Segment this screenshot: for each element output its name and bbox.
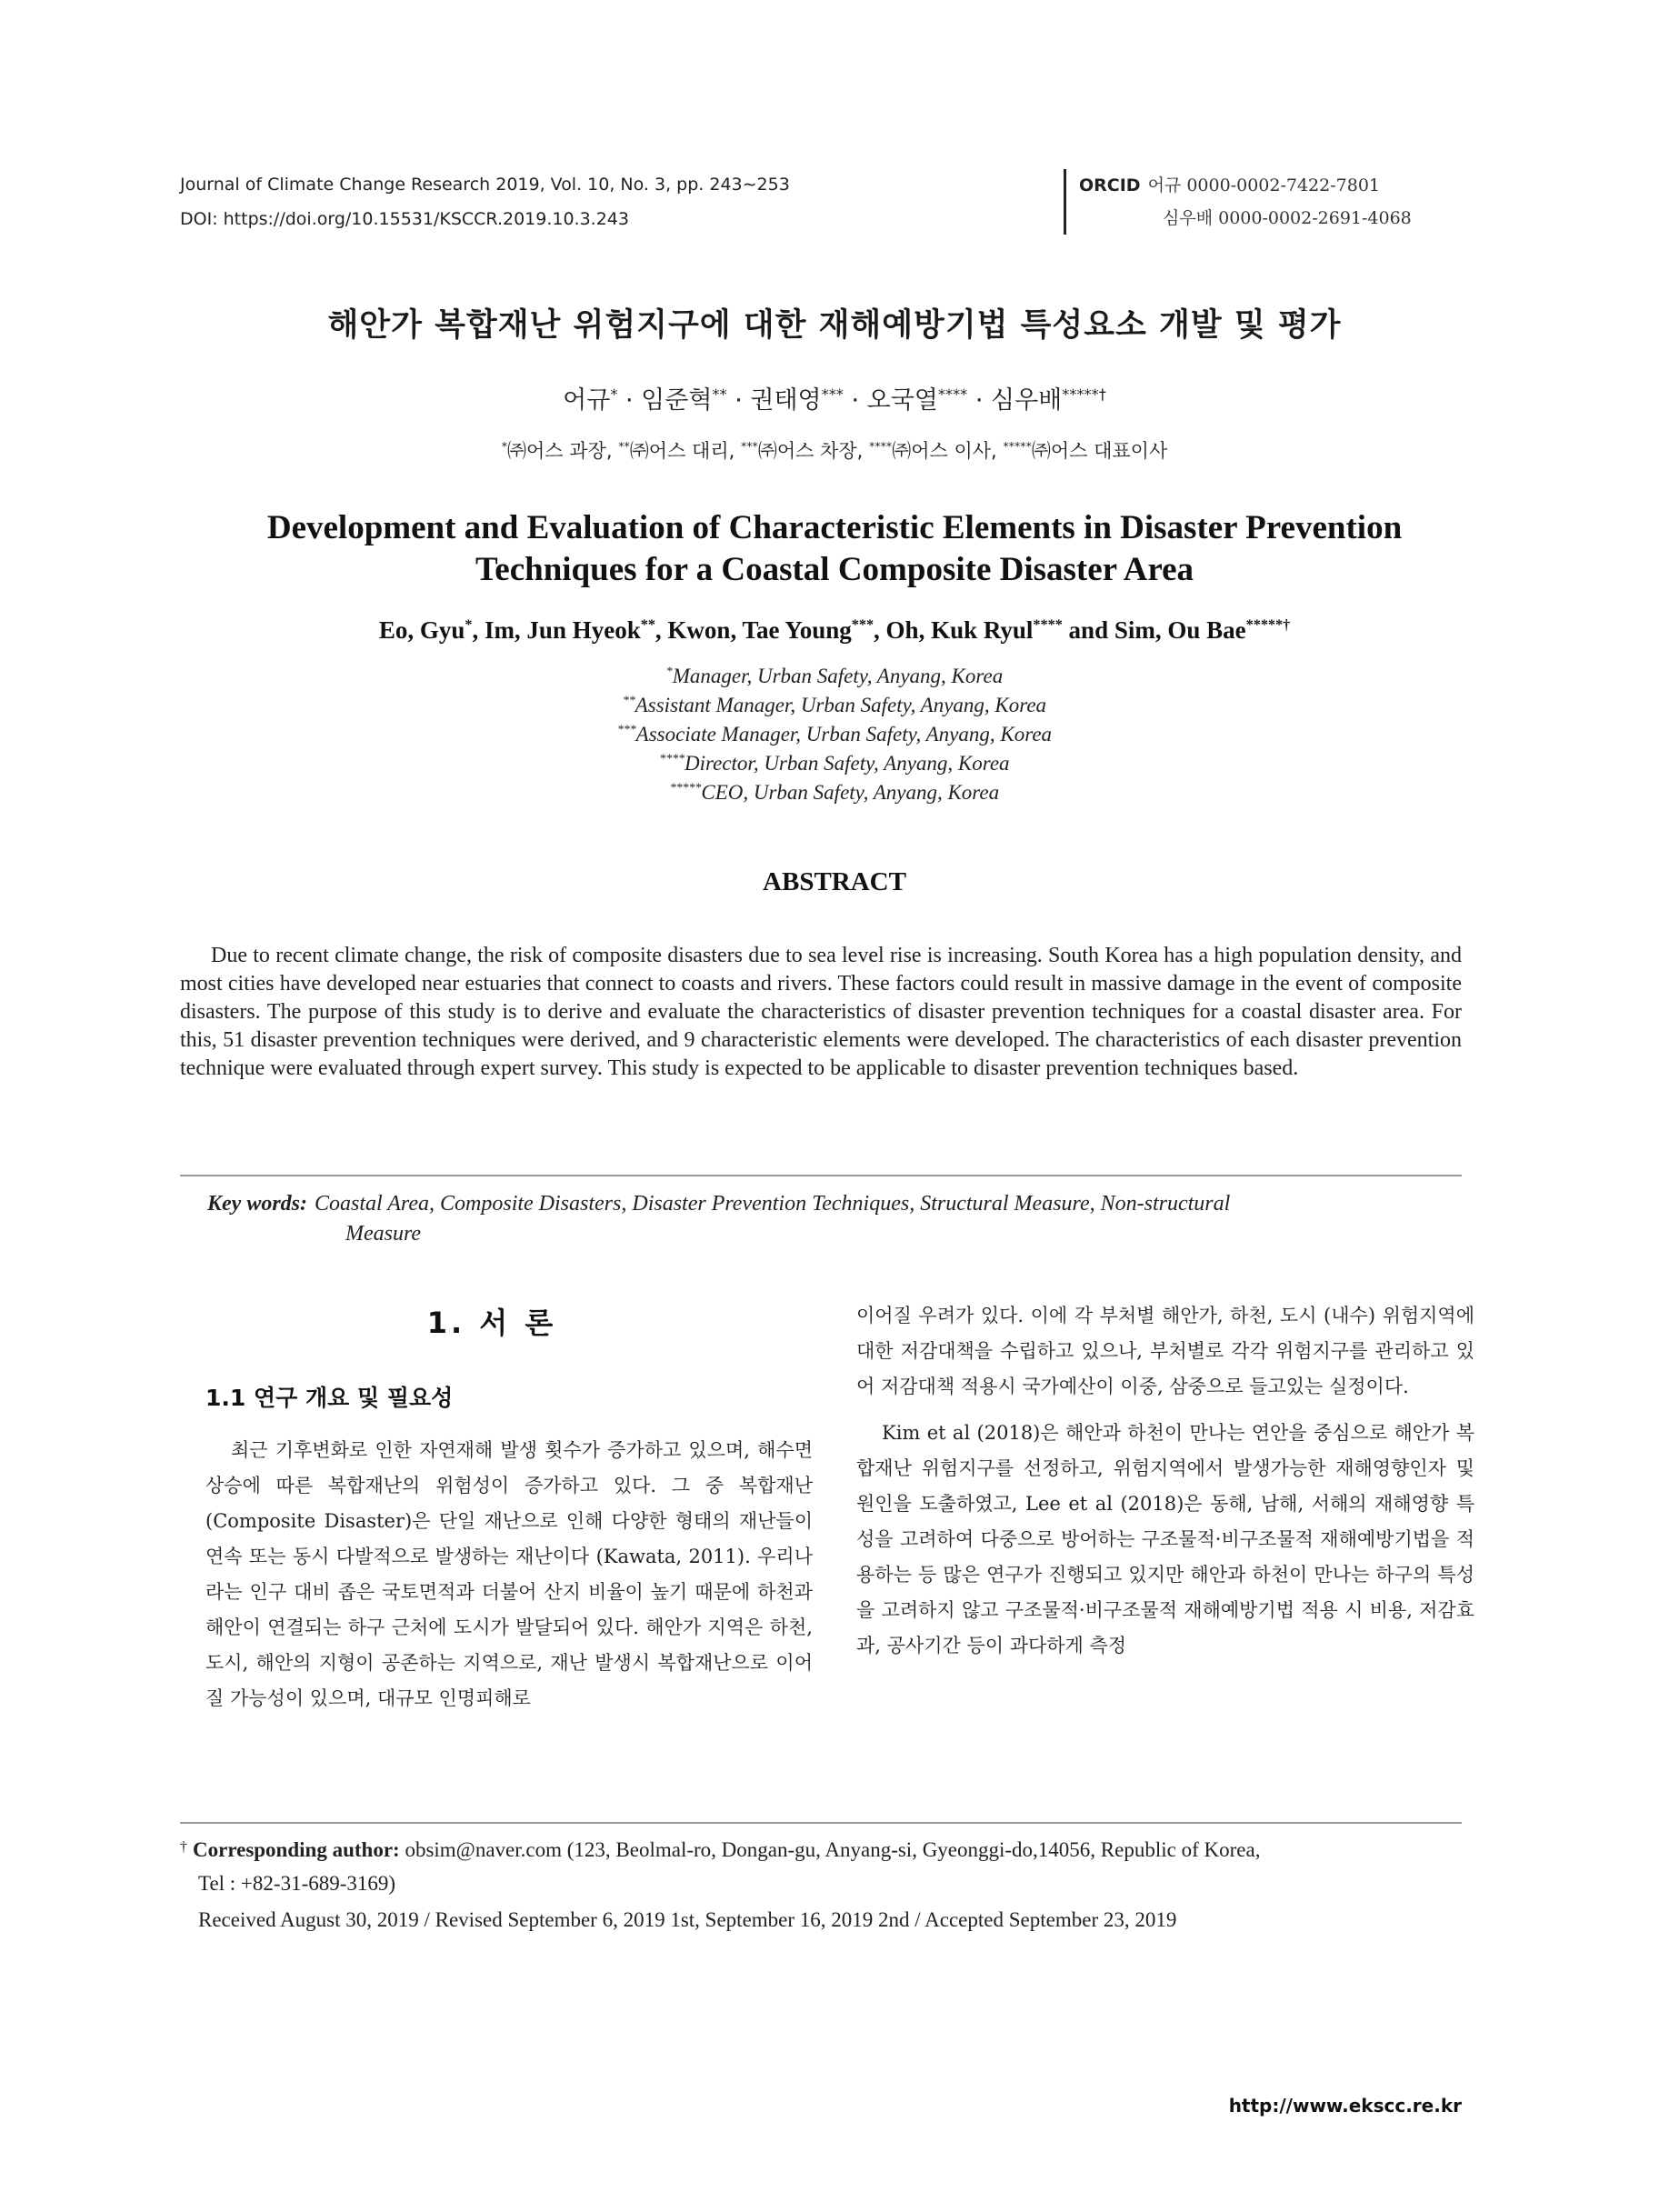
author-name: 오국열 bbox=[866, 386, 938, 415]
affil-text: ㈜어스 대표이사 bbox=[1031, 440, 1168, 462]
author-separator: · bbox=[726, 386, 751, 415]
english-affiliations bbox=[0, 662, 1669, 807]
affil-text: Assistant Manager, Urban Safety, Anyang, Korea bbox=[635, 694, 1047, 716]
doi-line[interactable]: DOI: https://doi.org/10.15531/KSCCR.2019.10.3.243 bbox=[180, 209, 629, 229]
orcid-block bbox=[1064, 169, 1412, 235]
author-separator: · bbox=[617, 386, 642, 415]
affil-text: Manager, Urban Safety, Anyang, Korea bbox=[672, 665, 1004, 687]
affiliation-line bbox=[0, 720, 1669, 749]
affil-mark: ***** bbox=[669, 780, 702, 795]
author-separator: · bbox=[967, 386, 992, 415]
author-mark: **** bbox=[1033, 616, 1063, 633]
author-name: 권태영 bbox=[750, 386, 822, 415]
author-separator: and bbox=[1062, 616, 1114, 644]
corresponding-details: obsim@naver.com (123, Beolmal-ro, Dongan-gu, Anyang-si, Gyeonggi-do,14056, Republic of Korea, bbox=[399, 1838, 1261, 1861]
orcid-label: ORCID bbox=[1079, 175, 1141, 195]
korean-authors bbox=[0, 380, 1669, 415]
author-separator: · bbox=[843, 386, 867, 415]
author-mark: ** bbox=[712, 385, 727, 403]
keywords-label: Key words: bbox=[207, 1192, 307, 1216]
footnote-divider bbox=[180, 1822, 1462, 1824]
affil-mark: * bbox=[665, 664, 673, 678]
author-name: 어규 bbox=[563, 386, 611, 415]
affil-mark: * bbox=[501, 439, 508, 453]
author-mark: ** bbox=[640, 616, 655, 633]
footnote bbox=[180, 1835, 1462, 1936]
author-mark: *** bbox=[821, 385, 844, 403]
abstract-divider bbox=[180, 1175, 1462, 1176]
affil-mark: *** bbox=[616, 722, 636, 736]
dagger-mark: † bbox=[180, 1839, 187, 1855]
affiliation-line bbox=[0, 749, 1669, 778]
affil-text: ㈜어스 과장, bbox=[507, 440, 619, 462]
affil-mark: *** bbox=[740, 439, 758, 453]
author-name: 심우배 bbox=[991, 386, 1063, 415]
keywords-text: Coastal Area, Composite Disasters, Disaster Prevention Techniques, Structural Measure, Non-structural bbox=[315, 1192, 1231, 1216]
author-name: Sim, Ou Bae bbox=[1114, 616, 1246, 644]
keywords bbox=[207, 1189, 1462, 1249]
author-mark: * bbox=[465, 616, 473, 633]
author-mark: *** bbox=[851, 616, 874, 633]
received-dates: Received August 30, 2019 / Revised September 6, 2019 1st, September 16, 2019 2nd / Accepted September 23, 2019 bbox=[198, 1908, 1177, 1931]
affil-text: Associate Manager, Urban Safety, Anyang, Korea bbox=[635, 723, 1053, 746]
affil-text: ㈜어스 이사, bbox=[892, 440, 1004, 462]
english-title-line: Techniques for a Coastal Composite Disaster Area bbox=[475, 551, 1194, 588]
author-mark: *****† bbox=[1245, 616, 1291, 633]
body-paragraph: Kim et al (2018)은 해안과 하천이 만나는 연안을 중심으로 해안가 복합재난 위험지구를 선정하고, 위험지역에서 발생가능한 재해영향인자 및 원인을 도출하였고, Lee et al (2018)은 동해, 남해, 서해의 재해영향 특성을 고려하여 다중으로 방어하는 구조물적·비구조물적 재해예방기법을 적용하는 등 많은 연구가 진행되고 있지만 해안과 하천이 만나는 하구의 특성을 고려하지 않고 구조물적·비구조물적 재해예방기법 적용 시 비용, 저감효과, 공사기간 등이 과다하게 측정 bbox=[856, 1422, 1474, 1656]
journal-citation: Journal of Climate Change Research 2019, Vol. 10, No. 3, pp. 243∼253 bbox=[180, 175, 790, 195]
author-name: 임준혁 bbox=[641, 386, 713, 415]
author-name: Oh, Kuk Ryul bbox=[885, 616, 1034, 644]
right-column bbox=[856, 1298, 1474, 1664]
affil-text: ㈜어스 대리, bbox=[629, 440, 741, 462]
corresponding-label: Corresponding author: bbox=[193, 1838, 400, 1861]
affil-mark: ** bbox=[618, 439, 630, 453]
abstract-body: Due to recent climate change, the risk of composite disasters due to sea level rise is increasing. South Korea has a high population density, and most cities have developed near estuaries that connect to coasts and rivers. These factors could result in massive damage in the event of composite disasters. The purpose of this study is to derive and evaluate the characteristics of disaster prevention techniques for a coastal disaster area. For this, 51 disaster prevention techniques were derived, and 9 characteristic elements were developed. The characteristics of each disaster prevention technique were evaluated through expert survey. This study is expected to be applicable to disaster prevention techniques based. bbox=[180, 944, 1462, 1080]
author-mark: **** bbox=[937, 385, 968, 403]
affiliation-line bbox=[0, 691, 1669, 720]
affil-mark: **** bbox=[869, 439, 893, 453]
author-separator: , bbox=[874, 616, 886, 644]
keywords-text: Measure bbox=[345, 1222, 422, 1246]
affil-text: ㈜어스 차장, bbox=[757, 440, 870, 462]
affil-text: CEO, Urban Safety, Anyang, Korea bbox=[701, 781, 1000, 804]
author-separator: , bbox=[655, 616, 668, 644]
english-authors bbox=[0, 616, 1669, 645]
affil-text: Director, Urban Safety, Anyang, Korea bbox=[685, 752, 1010, 775]
affil-mark: ** bbox=[622, 693, 635, 707]
english-title bbox=[0, 507, 1669, 591]
author-name: Kwon, Tae Young bbox=[667, 616, 852, 644]
korean-title: 해안가 복합재난 위험지구에 대한 재해예방기법 특성요소 개발 및 평가 bbox=[327, 307, 1342, 344]
body-paragraph: 이어질 우려가 있다. 이에 각 부처별 해안가, 하천, 도시 (내수) 위험지역에 대한 저감대책을 수립하고 있으나, 부처별로 각각 위험지구를 관리하고 있어 저감대책 적용시 국가예산이 이중, 삼중으로 들고있는 실정이다. bbox=[856, 1305, 1474, 1397]
author-separator: , bbox=[472, 616, 485, 644]
left-column bbox=[205, 1433, 813, 1717]
corresponding-phone: Tel : +82-31-689-3169) bbox=[198, 1872, 396, 1895]
korean-affiliations bbox=[0, 436, 1669, 464]
affiliation-line bbox=[0, 778, 1669, 807]
orcid-entry[interactable]: 어규 0000-0002-7422-7801 bbox=[1147, 175, 1380, 195]
affil-mark: **** bbox=[659, 751, 685, 766]
body-paragraph: 최근 기후변화로 인한 자연재해 발생 횟수가 증가하고 있으며, 해수면 상승에 따른 복합재난의 위험성이 증가하고 있다. 그 중 복합재난 (Composite Disaster)은 단일 재난으로 인해 다양한 형태의 재난들이 연속 또는 동시 다발적으로 발생하는 재난이다 (Kawata, 2011). 우리나라는 인구 대비 좁은 국토면적과 더불어 산지 비율이 높기 때문에 하천과 해안이 연결되는 하구 근처에 도시가 발달되어 있다. 해안가 지역은 하천, 도시, 해안의 지형이 공존하는 지역으로, 재난 발생시 복합재난으로 이어질 가능성이 있으며, 대규모 인명피해로 bbox=[205, 1439, 813, 1709]
affil-mark: ***** bbox=[1003, 439, 1032, 453]
affiliation-line bbox=[0, 662, 1669, 691]
subsection-heading: 1.1 연구 개요 및 필요성 bbox=[205, 1385, 454, 1411]
journal-url[interactable]: http://www.ekscc.re.kr bbox=[1228, 2095, 1462, 2117]
abstract-heading: ABSTRACT bbox=[763, 867, 906, 896]
english-title-line: Development and Evaluation of Characteristic Elements in Disaster Prevention bbox=[266, 509, 1403, 546]
author-name: Eo, Gyu bbox=[378, 616, 465, 644]
author-name: Im, Jun Hyeok bbox=[484, 616, 641, 644]
orcid-entry[interactable]: 심우배 0000-0002-2691-4068 bbox=[1163, 208, 1412, 228]
author-mark: * bbox=[610, 385, 618, 403]
section-heading: 1. 서 론 bbox=[426, 1306, 557, 1340]
author-mark: *****† bbox=[1062, 385, 1106, 403]
journal-info bbox=[180, 167, 790, 236]
